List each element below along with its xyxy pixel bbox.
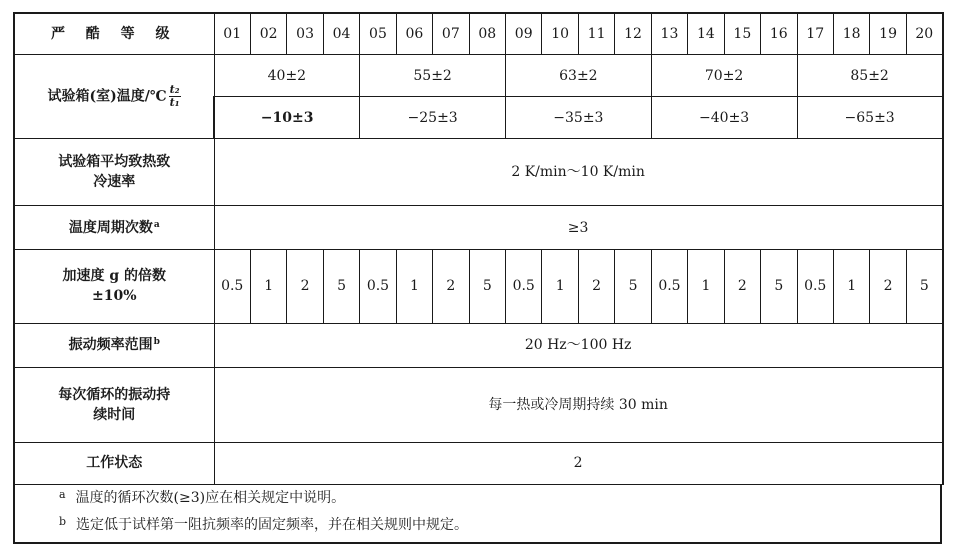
level-cell: 14 xyxy=(688,13,724,55)
level-cell: 16 xyxy=(761,13,797,55)
acceleration-cell: 0.5 xyxy=(797,250,833,323)
upper-temp-cell: 85±2 xyxy=(797,55,943,97)
level-cell: 07 xyxy=(433,13,469,55)
footnote-b-mark: b xyxy=(59,515,67,528)
level-cell: 20 xyxy=(906,13,942,55)
upper-temp-cell: 63±2 xyxy=(506,55,652,97)
level-cell: 18 xyxy=(833,13,869,55)
cycles-row xyxy=(14,206,943,250)
header-row xyxy=(14,13,943,55)
level-cell: 06 xyxy=(396,13,432,55)
acceleration-row xyxy=(14,250,943,323)
level-cell: 17 xyxy=(797,13,833,55)
work-state-row xyxy=(14,443,943,485)
footnote-a-mark: a xyxy=(59,488,66,501)
level-cell: 08 xyxy=(469,13,505,55)
acceleration-cell: 1 xyxy=(396,250,432,323)
upper-temp-cell: 40±2 xyxy=(214,55,360,97)
acceleration-cell: 2 xyxy=(287,250,323,323)
work-state-value: 2 xyxy=(214,443,943,485)
level-cell: 01 xyxy=(214,13,250,55)
lower-temp-cell: −25±3 xyxy=(360,97,506,139)
severity-level-header: 严 酷 等 级 xyxy=(14,13,214,55)
acceleration-cell: 2 xyxy=(870,250,906,323)
vibration-duration-label: 每次循环的振动持 续时间 xyxy=(14,367,214,442)
acceleration-cell: 2 xyxy=(433,250,469,323)
acceleration-label: 加速度 g 的倍数 ±10% xyxy=(14,250,214,323)
chamber-temp-label: 试验箱(室)温度/℃ $\frac{\text{t₂}}{\text{t₁}}$ xyxy=(14,55,214,139)
upper-temp-cell: 70±2 xyxy=(651,55,797,97)
acceleration-cell: 5 xyxy=(469,250,505,323)
work-state-label: 工作状态 xyxy=(14,443,214,485)
acceleration-cell: 5 xyxy=(323,250,359,323)
vibration-range-value: 20 Hz～100 Hz xyxy=(214,323,943,367)
acceleration-cell: 1 xyxy=(542,250,578,323)
level-cell: 04 xyxy=(323,13,359,55)
level-cell: 11 xyxy=(578,13,614,55)
vibration-duration-value: 每一热或冷周期持续 30 min xyxy=(214,367,943,442)
acceleration-cell: 0.5 xyxy=(214,250,250,323)
acceleration-cell: 5 xyxy=(761,250,797,323)
upper-temp-cell: 55±2 xyxy=(360,55,506,97)
level-cell: 13 xyxy=(651,13,687,55)
rate-row xyxy=(14,139,943,206)
temperature-fraction: $\frac{\text{t₂}}{\text{t₁}}$ xyxy=(169,83,180,110)
vibration-range-label: 振动频率范围$^b$ xyxy=(14,323,214,367)
footnote-b-text: 选定低于试样第一阻抗频率的固定频率，并在相关规则中规定。 xyxy=(76,517,469,533)
level-cell: 09 xyxy=(506,13,542,55)
level-cell: 15 xyxy=(724,13,760,55)
vibration-range-row xyxy=(14,323,943,367)
cycles-label: 温度周期次数$^a$ xyxy=(14,206,214,250)
level-cell: 19 xyxy=(870,13,906,55)
level-cell: 03 xyxy=(287,13,323,55)
acceleration-cell: 2 xyxy=(578,250,614,323)
severity-table xyxy=(13,12,944,485)
level-cell: 12 xyxy=(615,13,651,55)
lower-temp-cell: −40±3 xyxy=(651,97,797,139)
chamber-temp-upper-row xyxy=(14,55,943,97)
acceleration-cell: 2 xyxy=(724,250,760,323)
footnote-b xyxy=(59,514,468,534)
acceleration-cell: 0.5 xyxy=(506,250,542,323)
level-cell: 10 xyxy=(542,13,578,55)
lower-temp-cell: −65±3 xyxy=(797,97,943,139)
footnotes xyxy=(13,485,942,544)
acceleration-cell: 0.5 xyxy=(651,250,687,323)
vibration-duration-row xyxy=(14,367,943,442)
acceleration-cell: 1 xyxy=(688,250,724,323)
footnote-a xyxy=(59,487,345,507)
footnote-a-text: 温度的循环次数(≥3)应在相关规定中说明。 xyxy=(75,490,346,506)
lower-temp-cell: −10±3 xyxy=(214,97,360,139)
rate-value: 2 K/min～10 K/min xyxy=(214,139,943,206)
acceleration-cell: 1 xyxy=(833,250,869,323)
lower-temp-cell: −35±3 xyxy=(506,97,652,139)
rate-label: 试验箱平均致热致 冷速率 xyxy=(14,139,214,206)
acceleration-cell: 1 xyxy=(250,250,286,323)
level-cell: 05 xyxy=(360,13,396,55)
cycles-value: ≥3 xyxy=(214,206,943,250)
acceleration-cell: 5 xyxy=(906,250,942,323)
acceleration-cell: 0.5 xyxy=(360,250,396,323)
acceleration-cell: 5 xyxy=(615,250,651,323)
level-cell: 02 xyxy=(250,13,286,55)
